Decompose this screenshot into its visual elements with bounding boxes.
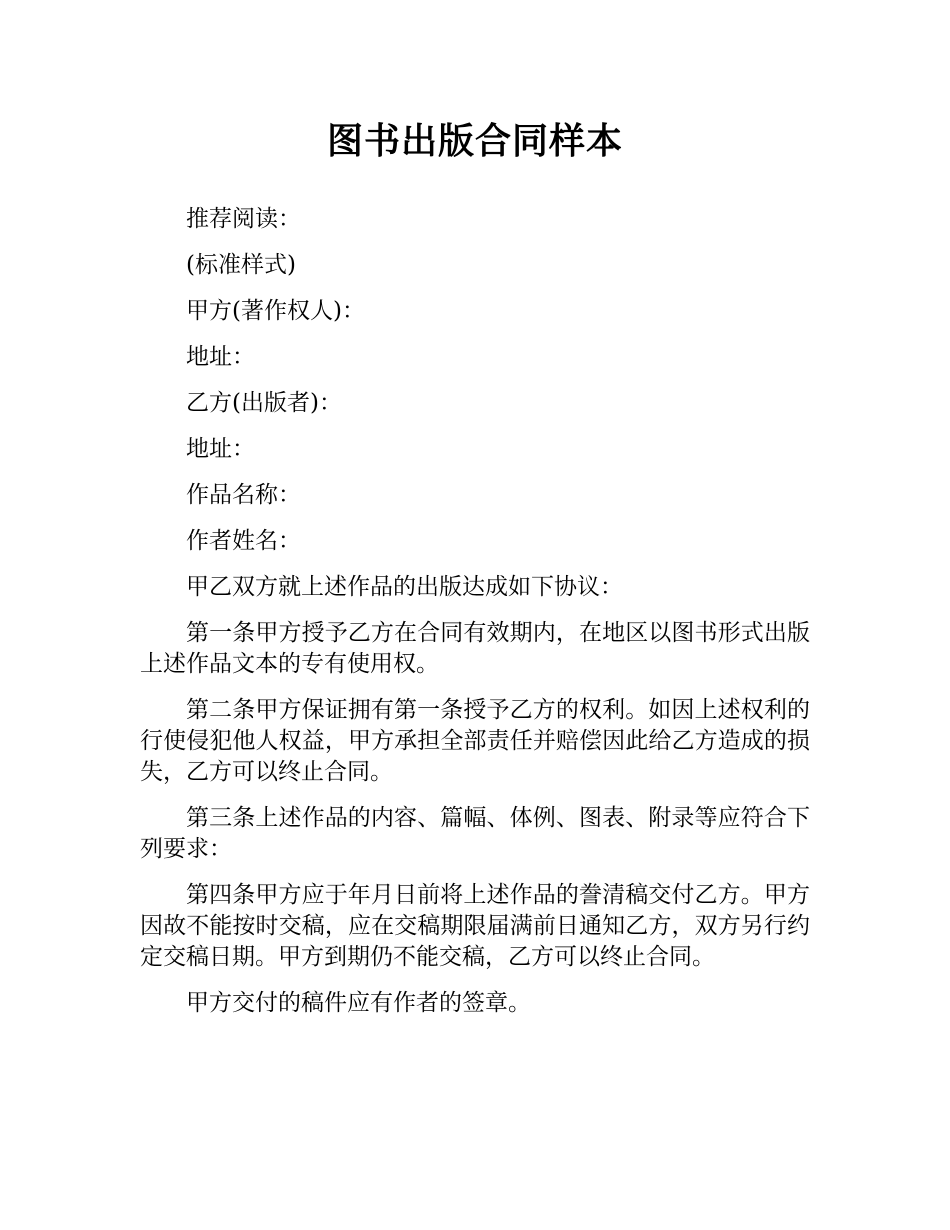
paragraph-standard-style: (标准样式) (186, 252, 296, 278)
paragraph-agreement-intro: 甲乙双方就上述作品的出版达成如下协议： (186, 574, 623, 600)
document-body (140, 204, 810, 1019)
paragraph-work-title: 作品名称： (186, 482, 301, 508)
paragraph-article-2: 第二条甲方保证拥有第一条授予乙方的权利。如因上述权利的行使侵犯他人权益，甲方承担全部责任并赔偿因此给乙方造成的损失，乙方可以终止合同。 (140, 697, 810, 785)
paragraph-article-3: 第三条上述作品的内容、篇幅、体例、图表、附录等应符合下列要求： (140, 805, 810, 862)
paragraph-party-b: 乙方(出版者)： (186, 390, 342, 416)
paragraph-party-b-address: 地址： (186, 436, 255, 462)
paragraph-article-4: 第四条甲方应于年月日前将上述作品的誊清稿交付乙方。甲方因故不能按时交稿，应在交稿期限届满前日通知乙方，双方另行约定交稿日期。甲方到期仍不能交稿，乙方可以终止合同。 (140, 882, 810, 970)
paragraph-article-1: 第一条甲方授予乙方在合同有效期内，在地区以图书形式出版上述作品文本的专有使用权。 (140, 620, 810, 677)
paragraph-recommended-reading: 推荐阅读： (186, 206, 301, 232)
paragraph-party-a: 甲方(著作权人)： (186, 298, 365, 324)
document-title: 图书出版合同样本 (326, 121, 623, 162)
paragraph-author-name: 作者姓名： (186, 528, 301, 554)
paragraph-manuscript-signature: 甲方交付的稿件应有作者的签章。 (186, 990, 531, 1016)
paragraph-party-a-address: 地址： (186, 344, 255, 370)
